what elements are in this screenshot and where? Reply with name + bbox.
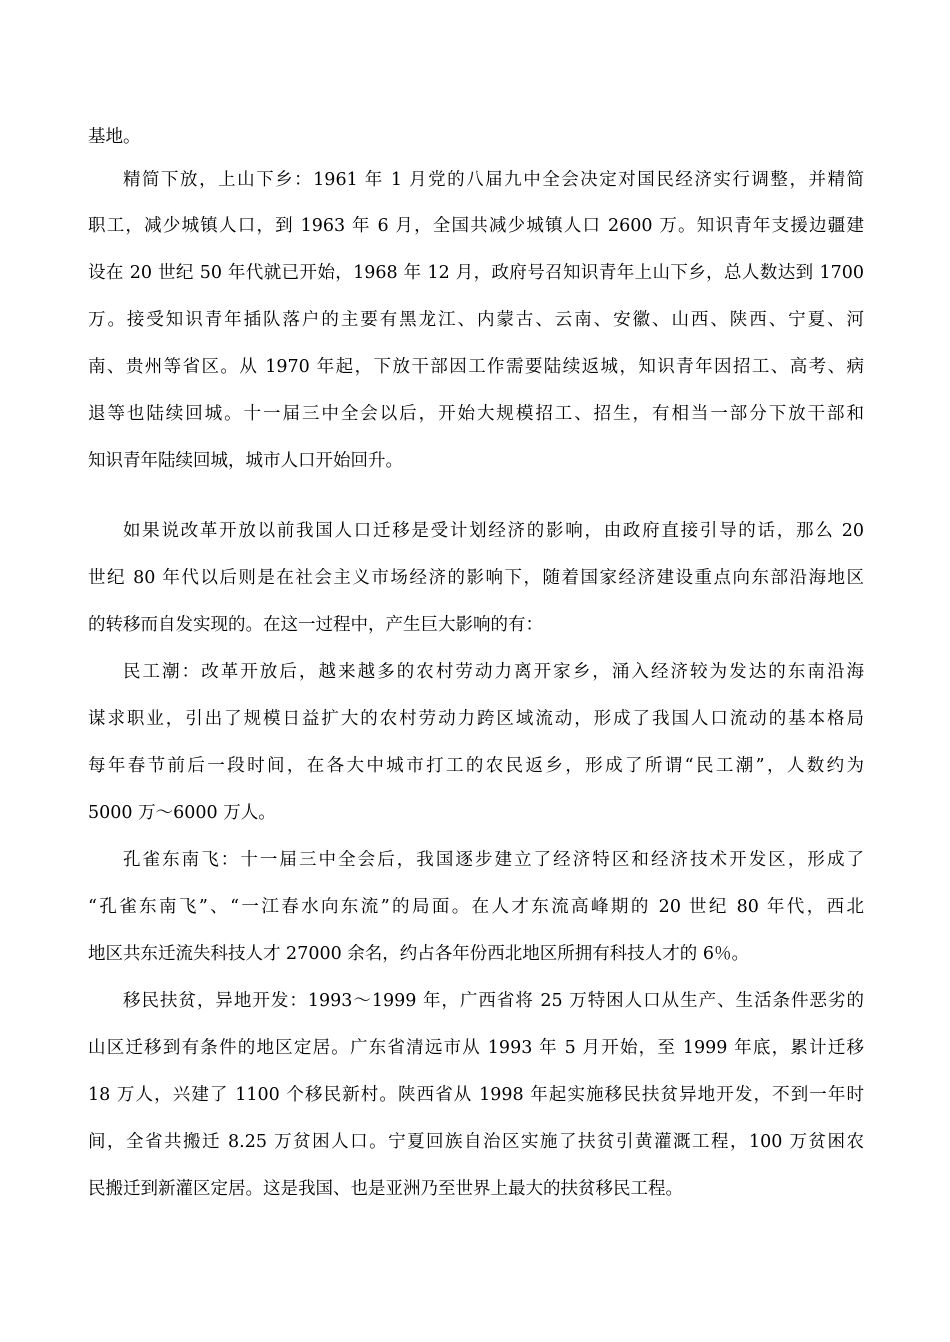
text-line: 每年春节前后一段时间，在各大中城市打工的农民返乡，形成了所谓“民工潮”，人数约为 [88, 756, 864, 776]
text-line: 南、贵州等省区。从 1970 年起，下放干部因工作需要陆续返城，知识青年因招工、高考、病 [88, 357, 864, 377]
text-line: 5000 万～6000 万人。 [88, 803, 276, 823]
text-line: 设在 20 世纪 50 年代就已开始，1968 年 12 月，政府号召知识青年上山下乡，总人数达到 1700 [88, 263, 864, 283]
text-line: 谋求职业，引出了规模日益扩大的农村劳动力跨区域流动，形成了我国人口流动的基本格局 [88, 709, 864, 729]
paragraph-first-line: 精简下放，上山下乡：1961 年 1 月党的八届九中全会决定对国民经济实行调整，并精简 [123, 170, 864, 190]
text-line: 间，全省共搬迁 8.25 万贫困人口。宁夏回族自治区实施了扶贫引黄灌溉工程，100 万贫困农 [88, 1132, 864, 1152]
text-line: 退等也陆续回城。十一届三中全会以后，开始大规模招工、招生，有相当一部分下放干部和 [88, 404, 864, 424]
paragraph-first-line: 民工潮：改革开放后，越来越多的农村劳动力离开家乡，涌入经济较为发达的东南沿海 [123, 662, 864, 682]
text-line: 的转移而自发实现的。在这一过程中，产生巨大影响的有： [88, 615, 543, 635]
text-line: 民搬迁到新灌区定居。这是我国、也是亚洲乃至世界上最大的扶贫移民工程。 [88, 1179, 683, 1199]
paragraph-first-line: 孔雀东南飞：十一届三中全会后，我国逐步建立了经济特区和经济技术开发区，形成了 [123, 850, 864, 870]
text-line: 地区共东迁流失科技人才 27000 余名，约占各年份西北地区所拥有科技人才的 6％。 [88, 944, 749, 964]
text-line: 知识青年陆续回城，城市人口开始回升。 [88, 451, 403, 471]
text-line: 山区迁移到有条件的地区定居。广东省清远市从 1993 年 5 月开始，至 1999 年底，累计迁移 [88, 1038, 864, 1058]
text-line: “孔雀东南飞”、“一江春水向东流”的局面。在人才东流高峰期的 20 世纪 80 年代，西北 [88, 897, 864, 917]
text-line: 基地。 [88, 127, 141, 147]
text-line: 职工，减少城镇人口，到 1963 年 6 月，全国共减少城镇人口 2600 万。知识青年支援边疆建 [88, 216, 864, 236]
text-line: 18 万人，兴建了 1100 个移民新村。陕西省从 1998 年起实施移民扶贫异地开发，不到一年时 [88, 1085, 864, 1105]
text-line: 世纪 80 年代以后则是在社会主义市场经济的影响下，随着国家经济建设重点向东部沿海地区 [88, 568, 864, 588]
paragraph-first-line: 移民扶贫，异地开发：1993～1999 年，广西省将 25 万特困人口从生产、生活条件恶劣的 [123, 991, 864, 1011]
text-line: 万。接受知识青年插队落户的主要有黑龙江、内蒙古、云南、安徽、山西、陕西、宁夏、河 [88, 310, 864, 330]
paragraph-first-line: 如果说改革开放以前我国人口迁移是受计划经济的影响，由政府直接引导的话，那么 20 [123, 521, 864, 541]
